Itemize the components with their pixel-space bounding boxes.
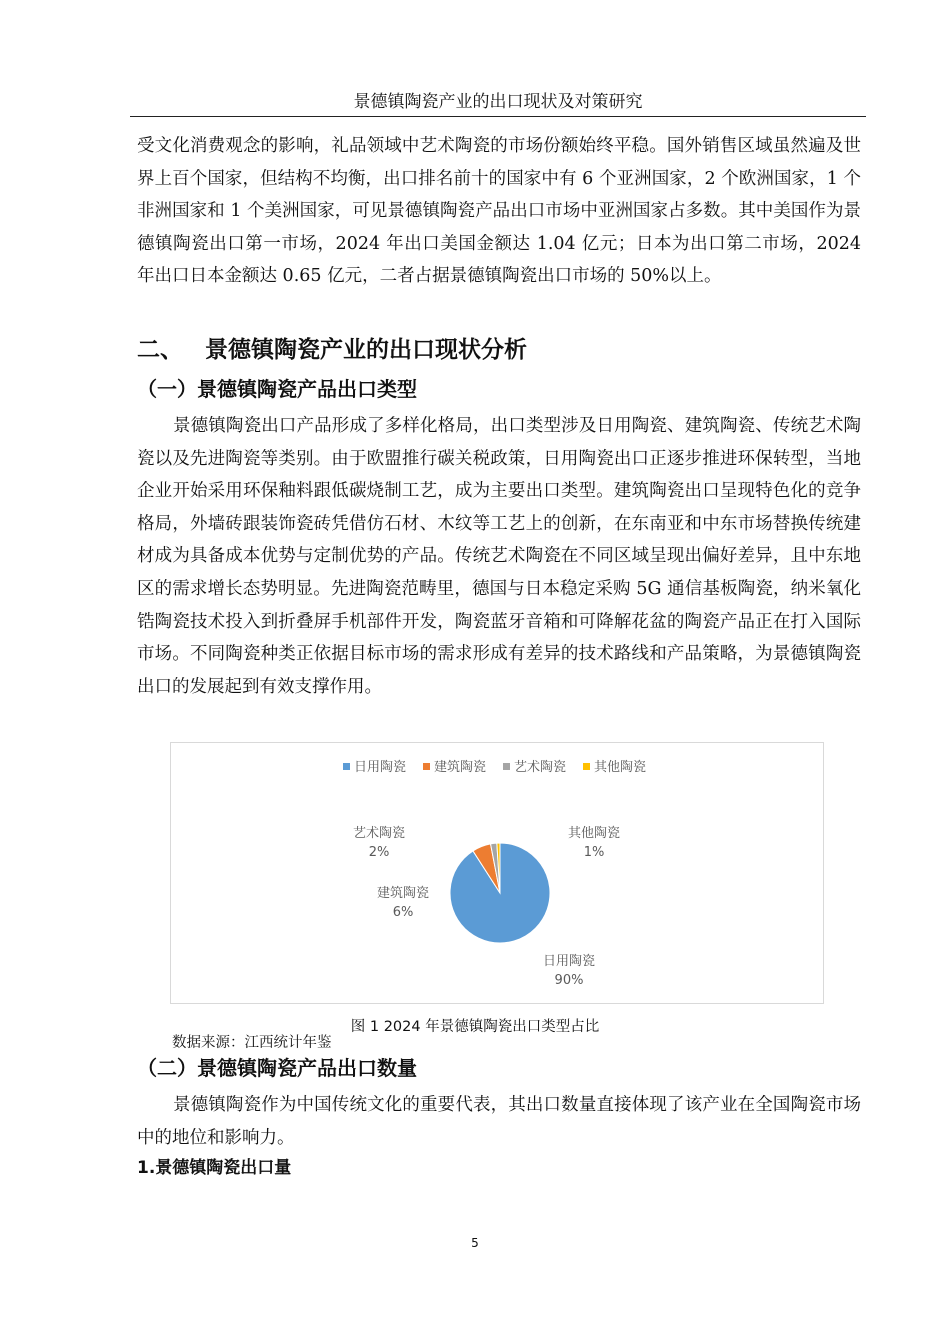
data-label-category: 艺术陶瓷 — [352, 826, 406, 841]
subsubsection-heading-export-volume: 1.景德镇陶瓷出口量 — [137, 1158, 292, 1178]
data-label-category: 其他陶瓷 — [567, 826, 621, 841]
legend-label: 建筑陶瓷 — [434, 760, 487, 775]
section-number: 二、 — [137, 337, 183, 363]
section-heading — [137, 330, 527, 370]
chart-legend — [343, 759, 646, 775]
subsection-heading-export-types: （一）景德镇陶瓷产品出口类型 — [137, 377, 417, 401]
data-label-category: 建筑陶瓷 — [376, 886, 430, 901]
figure-source: 数据来源：江西统计年鉴 — [172, 1035, 332, 1051]
data-label-percent: 1% — [583, 845, 605, 860]
paragraph-export-quantity: 景德镇陶瓷作为中国传统文化的重要代表，其出口数量直接体现了该产业在全国陶瓷市场中的地位和影响力。 — [137, 1095, 861, 1148]
subsection-heading-export-quantity: （二）景德镇陶瓷产品出口数量 — [137, 1056, 417, 1080]
data-label-percent: 2% — [368, 845, 390, 860]
paragraph-market-distribution: 受文化消费观念的影响，礼品领域中艺术陶瓷的市场份额始终平稳。国外销售区域虽然遍及世界上百个国家，但结构不均衡，出口排名前十的国家中有 6 个亚洲国家，2 个欧洲国家，1 个非洲国家和 1 个美洲国家，可见景德镇陶瓷产品出口市场中亚洲国家占多数。其中美国作为景德镇陶瓷出口第一市场，2024 年出口美国金额达 1.04 亿元；日本为出口第二市场，2024 年出口日本金额达 0.65 亿元，二者占据景德镇陶瓷出口市场的 50%以上。 — [137, 136, 861, 287]
data-label-percent: 90% — [554, 973, 584, 988]
paragraph-export-types: 景德镇陶瓷出口产品形成了多样化格局，出口类型涉及日用陶瓷、建筑陶瓷、传统艺术陶瓷以及先进陶瓷等类别。由于欧盟推行碳关税政策，日用陶瓷出口正逐步推进环保转型，当地企业开始采用环保釉料跟低碳烧制工艺，成为主要出口类型。建筑陶瓷出口呈现特色化的竞争格局，外墙砖跟装饰瓷砖凭借仿石材、木纹等工艺上的创新，在东南亚和中东市场替换传统建材成为具备成本优势与定制优势的产品。传统艺术陶瓷在不同区域呈现出偏好差异，且中东地区的需求增长态势明显。先进陶瓷范畴里，德国与日本稳定采购 5G 通信基板陶瓷，纳米氧化锆陶瓷技术投入到折叠屏手机部件开发，陶瓷蓝牙音箱和可降解花盆的陶瓷产品正在打入国际市场。不同陶瓷种类正依据目标市场的需求形成有差异的技术路线和产品策略，为景德镇陶瓷出口的发展起到有效支撑作用。 — [137, 416, 861, 697]
figure-caption: 图 1 2024 年景德镇陶瓷出口类型占比 — [350, 1019, 600, 1035]
legend-swatch — [503, 763, 510, 770]
legend-swatch — [583, 763, 590, 770]
legend-swatch — [343, 763, 350, 770]
legend-label: 其他陶瓷 — [594, 760, 647, 775]
legend-label: 日用陶瓷 — [354, 760, 407, 775]
legend-label: 艺术陶瓷 — [514, 760, 567, 775]
data-label-percent: 6% — [392, 905, 414, 920]
section-title: 景德镇陶瓷产业的出口现状分析 — [205, 337, 527, 363]
pie-chart-svg — [171, 743, 823, 1003]
legend-swatch — [423, 763, 430, 770]
pie-slices — [450, 843, 550, 943]
data-label-category: 日用陶瓷 — [542, 954, 596, 969]
page-number: 5 — [471, 1236, 479, 1250]
running-header: 景德镇陶瓷产业的出口现状及对策研究 — [130, 90, 866, 117]
export-type-pie-chart — [170, 742, 824, 1004]
